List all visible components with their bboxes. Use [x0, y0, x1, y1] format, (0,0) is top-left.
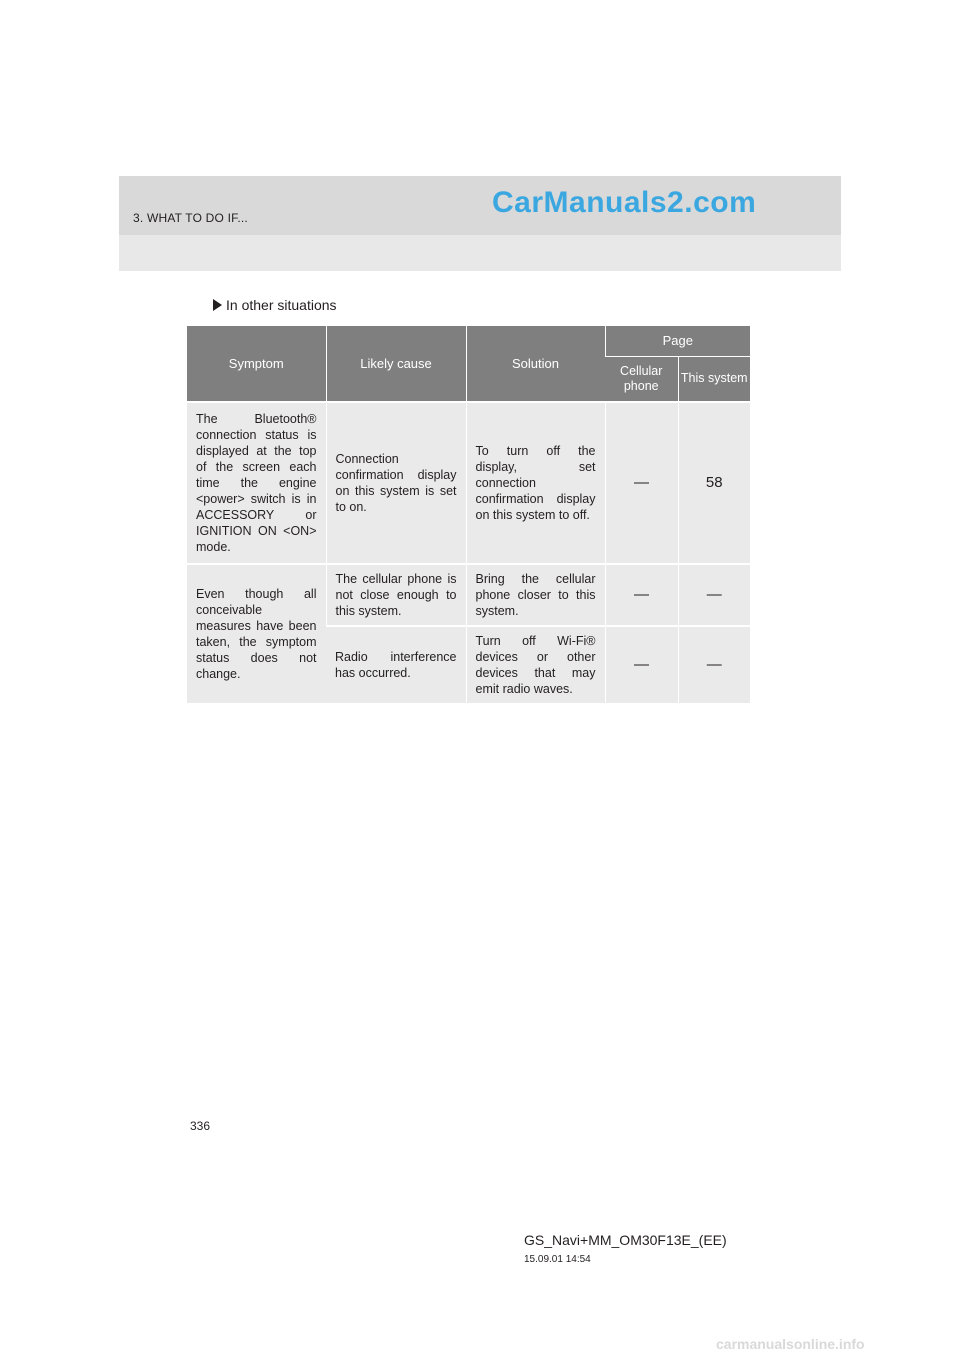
table-row: [187, 402, 750, 564]
cell-cause: Connection confirmation display on this system is set to on.: [326, 402, 466, 564]
header-band-lower: [119, 235, 841, 271]
page-number: 336: [190, 1119, 211, 1133]
subheading-label: In other situations: [226, 297, 337, 313]
symptom-table: [187, 326, 750, 703]
print-timestamp: 15.09.01 14:54: [524, 1254, 591, 1265]
cell-symptom: The Bluetooth® connection status is displayed at the top of the screen each time the engine <power> switch is in ACCESSORY or IGNITION ON <ON> mode.: [187, 402, 326, 564]
cell-page-phone: —: [605, 402, 678, 564]
triangle-bullet-icon: [213, 299, 222, 311]
watermark-footer: carmanualsonline.info: [716, 1336, 865, 1352]
header-solution: Solution: [466, 326, 605, 402]
cell-page-system: 58: [678, 402, 750, 564]
header-page: Page: [605, 326, 750, 356]
header-this-system: This system: [678, 356, 750, 402]
section-title: 3. WHAT TO DO IF...: [133, 211, 248, 225]
header-symptom: Symptom: [187, 326, 326, 402]
cell-page-phone: —: [605, 564, 678, 626]
header-likely-cause: Likely cause: [326, 326, 466, 402]
table-row: [187, 564, 750, 626]
header-cellular-phone: Cellular phone: [605, 356, 678, 402]
subheading: [213, 297, 337, 313]
cell-solution: To turn off the display, set connection confirmation display on this system to off.: [466, 402, 605, 564]
cell-solution: Bring the cellular phone closer to this system.: [466, 564, 605, 626]
cell-page-phone: —: [605, 626, 678, 703]
cell-page-system: —: [678, 626, 750, 703]
watermark-logo: CarManuals2.com: [492, 186, 757, 219]
cell-cause: Radio interference has occurred.: [326, 626, 466, 703]
document-code: GS_Navi+MM_OM30F13E_(EE): [524, 1232, 727, 1248]
cell-page-system: —: [678, 564, 750, 626]
cell-symptom: Even though all conceivable measures have been taken, the symptom status does not change.: [187, 564, 326, 703]
cell-cause: The cellular phone is not close enough to this system.: [326, 564, 466, 626]
cell-solution: Turn off Wi-Fi® devices or other devices that may emit radio waves.: [466, 626, 605, 703]
